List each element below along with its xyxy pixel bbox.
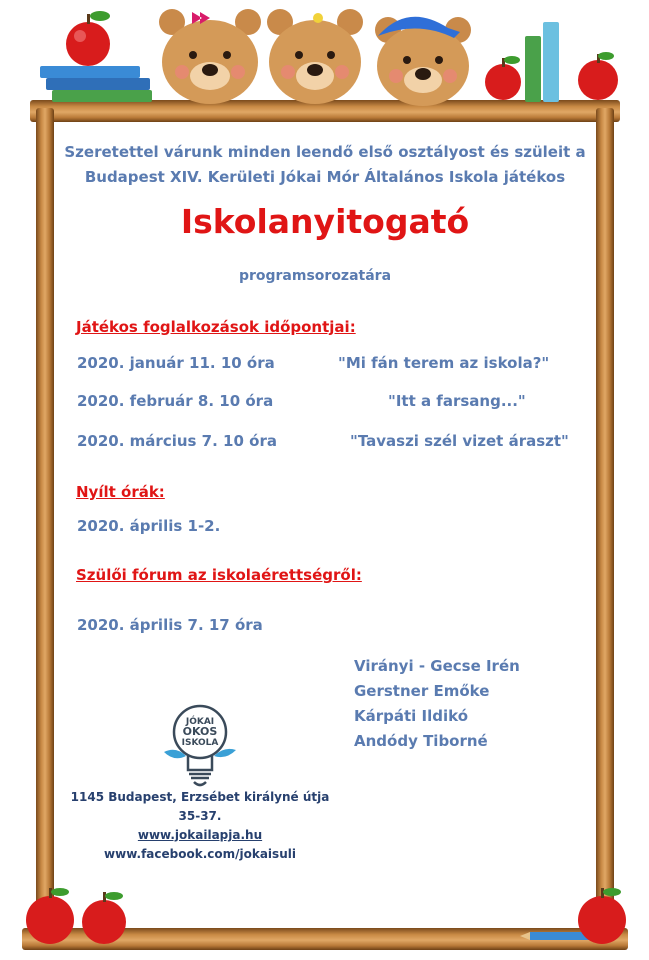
book-icon bbox=[525, 22, 559, 102]
forum-heading: Szülői fórum az iskolaérettségről: bbox=[76, 566, 362, 584]
facebook-link[interactable]: www.facebook.com/jokaisuli bbox=[104, 847, 296, 861]
bear-icon bbox=[159, 9, 261, 104]
page-title: Iskolanyitogató bbox=[180, 202, 470, 241]
sessions-heading: Játékos foglalkozások időpontjai: bbox=[76, 318, 356, 336]
apple-icon bbox=[578, 52, 618, 100]
bear-icon bbox=[375, 17, 471, 106]
frame-left-post bbox=[36, 108, 54, 938]
bear-icon bbox=[267, 9, 363, 104]
session-date: 2020. január 11. 10 óra bbox=[77, 354, 275, 372]
svg-text:ISKOLA: ISKOLA bbox=[181, 738, 219, 748]
school-logo bbox=[160, 700, 240, 792]
svg-text:OKOS: OKOS bbox=[182, 725, 218, 738]
session-name: "Tavaszi szél vizet áraszt" bbox=[350, 432, 569, 450]
apple-icon bbox=[82, 892, 126, 944]
open-lessons-heading: Nyílt órák: bbox=[76, 483, 165, 501]
apple-icon bbox=[26, 888, 74, 944]
apple-icon bbox=[485, 56, 521, 100]
bottom-decoration bbox=[0, 880, 649, 960]
organizer-name: Virányi - Gecse Irén bbox=[354, 657, 520, 675]
forum-date: 2020. április 7. 17 óra bbox=[77, 616, 263, 634]
lightbulb-icon bbox=[160, 700, 240, 792]
book-stack-icon bbox=[40, 66, 152, 102]
organizer-name: Andódy Tiborné bbox=[354, 732, 488, 750]
apple-icon bbox=[578, 888, 626, 944]
open-lessons-date: 2020. április 1-2. bbox=[77, 517, 221, 535]
top-decoration bbox=[0, 0, 649, 110]
organizer-list bbox=[354, 654, 520, 754]
pencil-icon bbox=[520, 932, 590, 940]
intro-text bbox=[56, 140, 594, 190]
intro-line-1: Szeretettel várunk minden leendő első osztályost és szüleit a bbox=[64, 143, 586, 161]
session-date: 2020. február 8. 10 óra bbox=[77, 392, 274, 410]
session-name: "Itt a farsang..." bbox=[388, 392, 526, 410]
apple-icon bbox=[66, 11, 110, 66]
subtitle: programsorozatára bbox=[238, 268, 392, 284]
contact-block bbox=[62, 788, 338, 864]
address-line-1: 1145 Budapest, Erzsébet királyné útja bbox=[70, 790, 330, 804]
intro-line-2: Budapest XIV. Kerületi Jókai Mór Általános Iskola játékos bbox=[84, 168, 566, 186]
svg-text:JÓKAI: JÓKAI bbox=[185, 717, 215, 727]
address-line-2: 35-37. bbox=[178, 809, 222, 823]
frame-right-post bbox=[596, 108, 614, 938]
website-link[interactable]: www.jokailapja.hu bbox=[137, 828, 263, 842]
session-date: 2020. március 7. 10 óra bbox=[77, 432, 277, 450]
organizer-name: Gerstner Emőke bbox=[354, 682, 490, 700]
session-name: "Mi fán terem az iskola?" bbox=[338, 354, 550, 372]
organizer-name: Kárpáti Ildikó bbox=[354, 707, 469, 725]
